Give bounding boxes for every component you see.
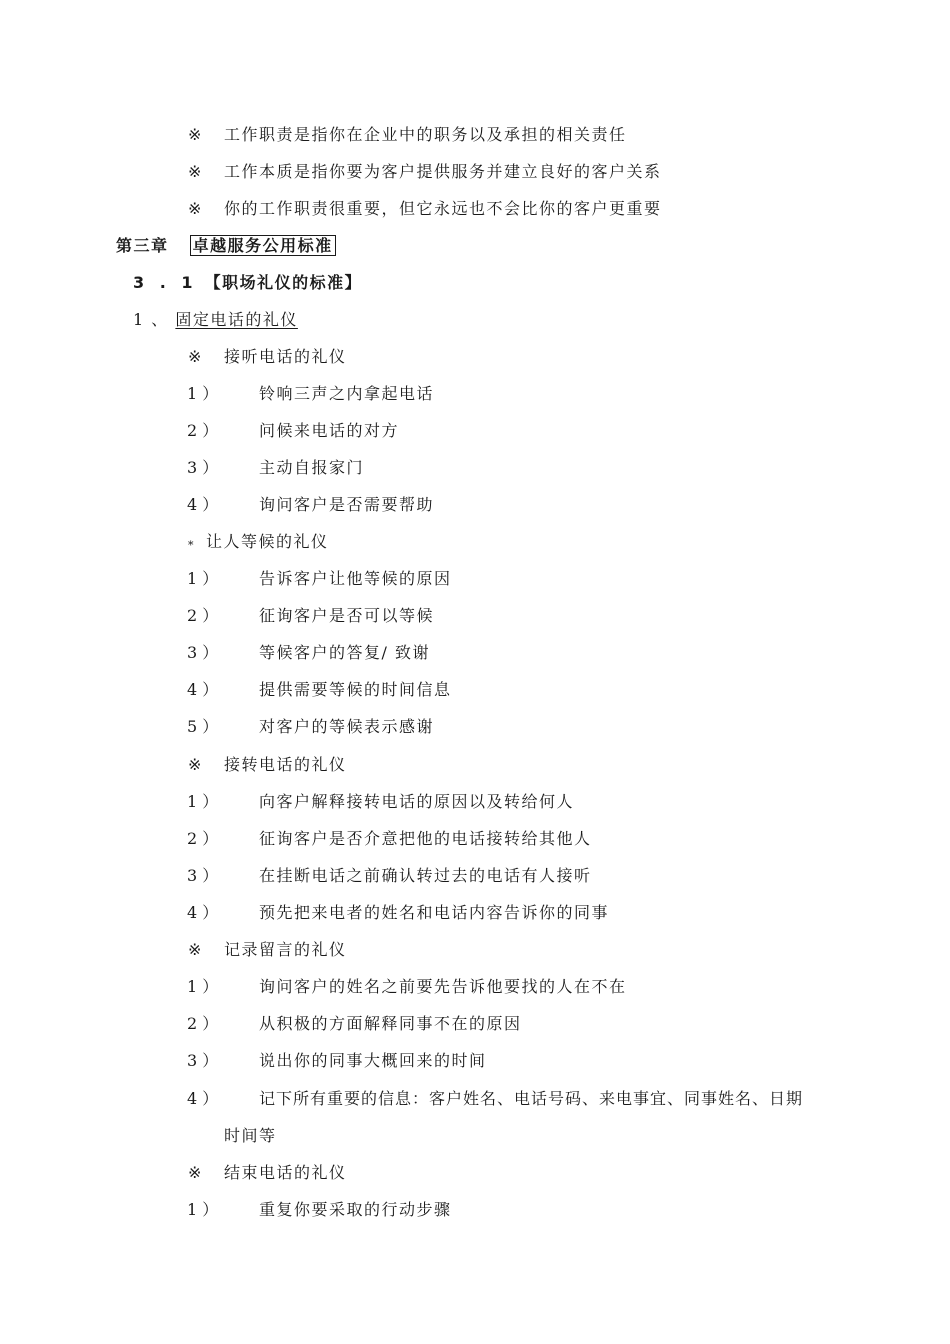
- asterism-icon: ⁎: [188, 535, 195, 548]
- chapter-title: 卓越服务公用标准: [190, 235, 336, 256]
- item-number: 3 ）: [187, 866, 219, 885]
- item-number: 1 ）: [187, 384, 219, 403]
- group-title: 结束电话的礼仪: [224, 1163, 347, 1182]
- item-text: 主动自报家门: [259, 458, 365, 477]
- section-number: 3 . 1: [133, 273, 198, 292]
- item-text: 在挂断电话之前确认转过去的电话有人接听: [259, 866, 592, 885]
- section-heading: [133, 273, 362, 293]
- reference-mark-icon: ※: [188, 347, 203, 366]
- item-text: 预先把来电者的姓名和电话内容告诉你的同事: [259, 903, 610, 922]
- item-number: 5 ）: [187, 717, 219, 736]
- item-number: 1 ）: [187, 792, 219, 811]
- item-text: 从积极的方面解释同事不在的原因: [259, 1014, 522, 1033]
- item-text: 询问客户是否需要帮助: [259, 495, 435, 514]
- item-text: 说出你的同事大概回来的时间: [259, 1051, 487, 1070]
- bullet-text: 工作职责是指你在企业中的职务以及承担的相关责任: [224, 125, 627, 144]
- reference-mark-icon: ※: [188, 162, 203, 181]
- item-text: 问候来电话的对方: [259, 421, 400, 440]
- item-number: 1 ）: [187, 569, 219, 588]
- subsection-heading: [133, 310, 298, 330]
- item-number: 4 ）: [187, 903, 219, 922]
- item-text: 征询客户是否可以等候: [259, 606, 435, 625]
- section-title: 【职场礼仪的标准】: [204, 273, 363, 292]
- reference-mark-icon: ※: [188, 125, 203, 144]
- item-text: 重复你要采取的行动步骤: [259, 1200, 452, 1219]
- subsection-number: 1 、: [133, 310, 169, 329]
- reference-mark-icon: ※: [188, 940, 203, 959]
- item-number: 3 ）: [187, 643, 219, 662]
- item-number: 3 ）: [187, 1051, 219, 1070]
- group-title: 接转电话的礼仪: [224, 755, 347, 774]
- item-number: 2 ）: [187, 829, 219, 848]
- item-number: 4 ）: [187, 680, 219, 699]
- chapter-label: 第三章: [116, 236, 169, 255]
- reference-mark-icon: ※: [188, 755, 203, 774]
- item-text: 时间等: [224, 1126, 277, 1145]
- item-text: 铃响三声之内拿起电话: [259, 384, 435, 403]
- item-number: 4 ）: [187, 1089, 219, 1108]
- item-number: 1 ）: [187, 1200, 219, 1219]
- item-number: 1 ）: [187, 977, 219, 996]
- item-number: 3 ）: [187, 458, 219, 477]
- item-number: 4 ）: [187, 495, 219, 514]
- item-number: 2 ）: [187, 421, 219, 440]
- item-text: 等候客户的答复/ 致谢: [259, 643, 430, 662]
- group-title: 接听电话的礼仪: [224, 347, 347, 366]
- item-text: 对客户的等候表示感谢: [259, 717, 435, 736]
- item-text: 询问客户的姓名之前要先告诉他要找的人在不在: [259, 977, 627, 996]
- subsection-title: 固定电话的礼仪: [175, 310, 298, 329]
- group-title: 记录留言的礼仪: [224, 940, 347, 959]
- bullet-text: 工作本质是指你要为客户提供服务并建立良好的客户关系: [224, 162, 662, 181]
- group-title: 让人等候的礼仪: [206, 532, 329, 551]
- item-text: 记下所有重要的信息：客户姓名、电话号码、来电事宜、同事姓名、日期: [259, 1089, 804, 1108]
- reference-mark-icon: ※: [188, 199, 203, 218]
- item-text: 提供需要等候的时间信息: [259, 680, 452, 699]
- item-text: 征询客户是否介意把他的电话接转给其他人: [259, 829, 592, 848]
- item-text: 告诉客户让他等候的原因: [259, 569, 452, 588]
- reference-mark-icon: ※: [188, 1163, 203, 1182]
- bullet-text: 你的工作职责很重要，但它永远也不会比你的客户更重要: [224, 199, 662, 218]
- item-number: 2 ）: [187, 606, 219, 625]
- chapter-heading: [116, 236, 336, 256]
- item-number: 2 ）: [187, 1014, 219, 1033]
- item-text: 向客户解释接转电话的原因以及转给何人: [259, 792, 575, 811]
